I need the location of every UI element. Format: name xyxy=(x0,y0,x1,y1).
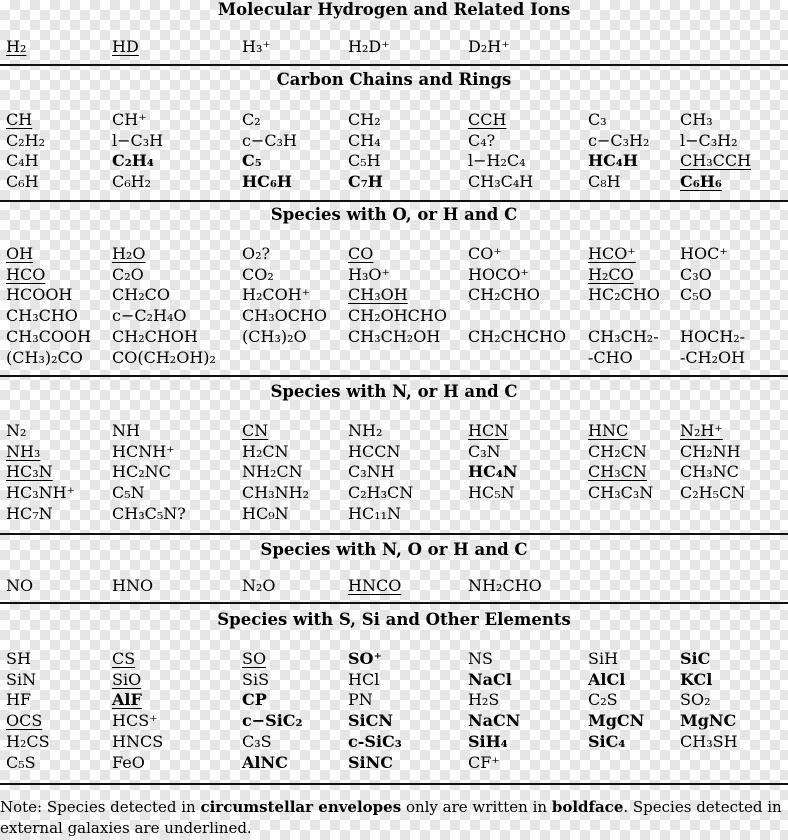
section-heading: Species with N, O or H and C xyxy=(260,540,528,559)
species-cell: CH₃OH xyxy=(348,285,408,305)
species-cell: C₂O xyxy=(112,264,144,284)
section-heading: Species with N, or H and C xyxy=(270,382,518,401)
species-cell: HC₉N xyxy=(242,503,289,523)
species-cell: AlNC xyxy=(242,752,288,772)
species-cell: CH₃SH xyxy=(680,731,738,751)
species-cell: N₂ xyxy=(6,421,27,440)
species-cell: C₅O xyxy=(680,285,712,305)
species-cell: NH₂ xyxy=(348,421,383,440)
species-cell: AlCl xyxy=(588,669,626,689)
species-cell: C₃NH xyxy=(348,462,395,482)
species-cell: FeO xyxy=(112,752,145,772)
species-cell: CH₃C₃N xyxy=(588,483,654,503)
species-cell: c−C₂H₄O xyxy=(112,306,187,326)
species-cell: CH₂CHO xyxy=(468,285,540,305)
species-cell: C₄H xyxy=(6,151,39,171)
species-cell: CO⁺ xyxy=(468,244,502,263)
species-cell: HNO xyxy=(112,576,154,595)
species-cell: SiS xyxy=(242,669,270,689)
species-cell: l−H₂C₄ xyxy=(468,151,526,171)
species-cell: -CH₂OH xyxy=(680,347,746,367)
species-cell: C₃ xyxy=(588,110,607,129)
species-cell: C₅H xyxy=(348,151,381,171)
species-cell: SiH xyxy=(588,649,619,668)
species-cell: C₈H xyxy=(588,172,621,192)
species-cell: C₂H₂ xyxy=(6,130,46,150)
species-cell: C₇H xyxy=(348,172,383,192)
species-cell: NaCl xyxy=(468,669,512,689)
species-cell: NH xyxy=(112,421,140,440)
species-cell: HC₆H xyxy=(242,172,292,192)
species-cell: AlF xyxy=(112,690,142,710)
section-heading: Molecular Hydrogen and Related Ions xyxy=(217,0,571,19)
species-cell: HC₃NH⁺ xyxy=(6,483,76,503)
species-cell: HOCO⁺ xyxy=(468,264,529,284)
species-cell: CH₂CHCHO xyxy=(468,326,567,346)
table-rule xyxy=(0,375,788,377)
species-cell: HCNH⁺ xyxy=(112,441,175,461)
species-cell: HC₃N xyxy=(6,462,53,482)
species-cell: H₂ xyxy=(6,37,27,56)
species-cell: HOCH₂- xyxy=(680,326,746,346)
species-cell: PN xyxy=(348,690,373,710)
species-cell: CN xyxy=(242,421,269,440)
species-cell: HCO xyxy=(6,264,46,284)
species-cell: (CH₃)₂O xyxy=(242,326,307,346)
species-cell: CH₃CHO xyxy=(6,306,78,326)
species-cell: C₃S xyxy=(242,731,272,751)
species-cell: CH₃CCH xyxy=(680,151,752,171)
species-cell: MgCN xyxy=(588,711,645,731)
species-cell: c−C₃H₂ xyxy=(588,130,650,150)
table-note xyxy=(0,797,788,839)
species-cell: SO₂ xyxy=(680,690,711,710)
species-cell: CO₂ xyxy=(242,264,274,284)
species-cell: CH₄ xyxy=(348,130,381,150)
table-rule xyxy=(0,200,788,202)
species-cell: CP xyxy=(242,690,267,710)
species-cell: CH xyxy=(6,110,33,129)
table-rule xyxy=(0,64,788,66)
species-cell: HC₅N xyxy=(468,483,515,503)
section-heading: Carbon Chains and Rings xyxy=(276,70,512,89)
species-cell: OH xyxy=(6,244,34,263)
species-cell: CH₃C₄H xyxy=(468,172,534,192)
species-cell: CH₃CH₂OH xyxy=(348,326,441,346)
species-cell: -CHO xyxy=(588,347,633,367)
species-cell: HC₂CHO xyxy=(588,285,660,305)
species-cell: HCOOH xyxy=(6,285,73,305)
species-cell: (CH₃)₂CO xyxy=(6,347,83,367)
species-cell: HC₇N xyxy=(6,503,53,523)
species-cell: l−C₃H xyxy=(112,130,164,150)
note-text-2: only are written in xyxy=(401,798,552,816)
species-cell: CH₂ xyxy=(348,110,381,129)
species-cell: H₂CS xyxy=(6,731,50,751)
species-cell: CH₂CN xyxy=(588,441,647,461)
species-cell: SiH₄ xyxy=(468,731,508,751)
species-cell: C₆H₂ xyxy=(112,172,152,192)
species-cell: SiCN xyxy=(348,711,393,731)
species-cell: O₂? xyxy=(242,244,271,263)
species-cell: HCO⁺ xyxy=(588,244,636,263)
species-cell: KCl xyxy=(680,669,713,689)
species-cell: C₃N xyxy=(468,441,501,461)
species-cell: CH₃ xyxy=(680,110,713,129)
species-cell: HCS⁺ xyxy=(112,711,158,731)
species-cell: c−C₃H xyxy=(242,130,297,150)
species-cell: CO xyxy=(348,244,374,263)
species-cell: CCH xyxy=(468,110,507,129)
species-cell: HNCO xyxy=(348,576,402,595)
species-cell: C₅ xyxy=(242,151,262,171)
species-cell: D₂H⁺ xyxy=(468,37,510,56)
species-cell: MgNC xyxy=(680,711,737,731)
species-cell: C₅N xyxy=(112,483,145,503)
species-cell: NH₂CN xyxy=(242,462,303,482)
species-cell: CH₃CN xyxy=(588,462,647,482)
species-cell: HF xyxy=(6,690,32,710)
note-bold-2: boldface xyxy=(551,798,624,816)
species-cell: l−C₃H₂ xyxy=(680,130,738,150)
species-cell: CH₃CH₂- xyxy=(588,326,659,346)
species-cell: CH₂CO xyxy=(112,285,170,305)
species-cell: C₂S xyxy=(588,690,618,710)
species-cell: HCN xyxy=(468,421,509,440)
species-cell: CH₃C₅N? xyxy=(112,503,186,523)
species-cell: HCl xyxy=(348,669,380,689)
species-cell: CH₃COOH xyxy=(6,326,92,346)
species-cell: CH₂CHOH xyxy=(112,326,198,346)
species-cell: H₂S xyxy=(468,690,500,710)
species-cell: H₂COH⁺ xyxy=(242,285,311,305)
species-cell: HD xyxy=(112,37,139,56)
species-cell: HCCN xyxy=(348,441,401,461)
table-rule xyxy=(0,533,788,535)
species-cell: C₂H₄ xyxy=(112,151,154,171)
species-cell: NH₂CHO xyxy=(468,576,542,595)
species-cell: H₂CN xyxy=(242,441,289,461)
section-heading: Species with S, Si and Other Elements xyxy=(217,610,571,629)
species-cell: CS xyxy=(112,649,136,668)
species-cell: NaCN xyxy=(468,711,521,731)
species-cell: C₂H₅CN xyxy=(680,483,746,503)
species-cell: H₂CO xyxy=(588,264,634,284)
species-cell: H₃O⁺ xyxy=(348,264,390,284)
species-cell: SH xyxy=(6,649,31,668)
species-cell: SiN xyxy=(6,669,37,689)
species-cell: CH₂OHCHO xyxy=(348,306,447,326)
species-cell: HC₂NC xyxy=(112,462,171,482)
species-cell: SiC₄ xyxy=(588,731,626,751)
species-cell: CH⁺ xyxy=(112,110,147,129)
species-cell: N₂O xyxy=(242,576,276,595)
species-cell: H₂O xyxy=(112,244,146,263)
note-text-1: Note: Species detected in xyxy=(0,798,201,816)
species-cell: CH₂NH xyxy=(680,441,741,461)
species-cell: HOC⁺ xyxy=(680,244,728,263)
species-cell: CH₃NC xyxy=(680,462,739,482)
species-cell: H₂D⁺ xyxy=(348,37,390,56)
species-cell: HNCS xyxy=(112,731,164,751)
species-cell: H₃⁺ xyxy=(242,37,271,56)
species-cell: C₃O xyxy=(680,264,712,284)
species-cell: CH₃NH₂ xyxy=(242,483,309,503)
species-cell: HC₄N xyxy=(468,462,518,482)
species-cell: SO⁺ xyxy=(348,649,382,668)
species-cell: NS xyxy=(468,649,493,668)
species-cell: HC₁₁N xyxy=(348,503,402,523)
section-heading: Species with O, or H and C xyxy=(270,205,518,224)
species-cell: C₄? xyxy=(468,130,496,150)
species-cell: N₂H⁺ xyxy=(680,421,723,440)
note-text-3: . Species detected in external galaxies are underlined. xyxy=(0,798,782,837)
species-cell: C₂H₃CN xyxy=(348,483,414,503)
species-cell: SiC xyxy=(680,649,711,668)
species-cell: CF⁺ xyxy=(468,752,500,772)
table-rule xyxy=(0,602,788,604)
species-cell: HC₄H xyxy=(588,151,638,171)
species-cell: CO(CH₂OH)₂ xyxy=(112,347,216,367)
species-cell: CH₃OCHO xyxy=(242,306,328,326)
note-bold-1: circumstellar envelopes xyxy=(200,798,402,816)
species-cell: NH₃ xyxy=(6,441,41,461)
species-cell: SO xyxy=(242,649,267,668)
species-cell: C₅S xyxy=(6,752,36,772)
species-cell: C₆H xyxy=(6,172,39,192)
species-cell: SiO xyxy=(112,669,142,689)
species-cell: HNC xyxy=(588,421,629,440)
species-cell: SiNC xyxy=(348,752,393,772)
species-cell: C₂ xyxy=(242,110,261,129)
species-cell: OCS xyxy=(6,711,43,731)
table-rule xyxy=(0,783,788,785)
species-cell: C₆H₆ xyxy=(680,172,722,192)
species-cell: c−SiC₂ xyxy=(242,711,303,731)
species-cell: c-SiC₃ xyxy=(348,731,402,751)
species-cell: NO xyxy=(6,576,34,595)
